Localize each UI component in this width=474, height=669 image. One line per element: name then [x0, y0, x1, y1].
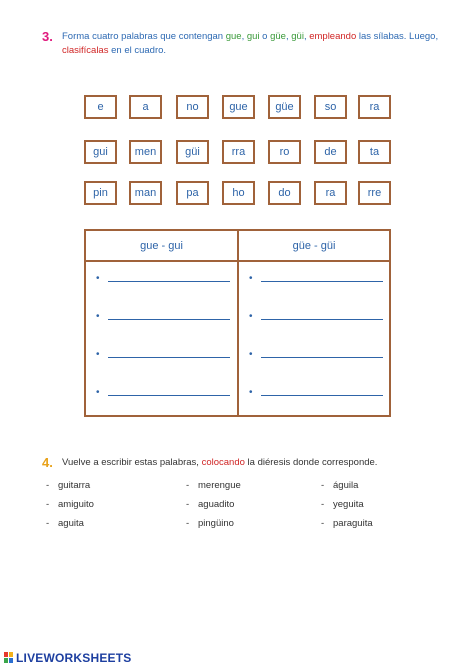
answer-line[interactable] [108, 395, 230, 396]
word-dash: - [321, 480, 325, 491]
word-dash: - [186, 480, 190, 491]
word-dash: - [186, 499, 190, 510]
exercise-3-instruction [62, 30, 452, 58]
syllable-tile: pin [84, 181, 117, 205]
answer-bullet: • [249, 273, 253, 284]
word-dash: - [46, 518, 50, 529]
answer-bullet: • [96, 387, 100, 398]
word-item: águila [333, 480, 359, 491]
syllable-tile: do [268, 181, 301, 205]
table-header-guee-guei: güe - güi [292, 240, 336, 252]
instruction-text-segment: , [241, 31, 247, 42]
liveworksheets-logo-icon [4, 652, 14, 664]
word-item: merengue [198, 480, 241, 491]
exercise-4-instruction [62, 456, 442, 470]
word-dash: - [321, 518, 325, 529]
answer-bullet: • [96, 311, 100, 322]
syllable-tile: güe [268, 95, 301, 119]
answer-line[interactable] [108, 281, 230, 282]
liveworksheets-logo-text: LIVEWORKSHEETS [16, 651, 132, 665]
syllable-tile: e [84, 95, 117, 119]
instruction-text-segment: clasifícalas [62, 45, 109, 56]
syllable-tile: gue [222, 95, 255, 119]
instruction-text-segment: güi [291, 31, 304, 42]
word-item: guitarra [58, 480, 91, 491]
instruction-text-segment: gue [225, 31, 242, 42]
word-item: aguita [58, 518, 84, 529]
answer-bullet: • [96, 273, 100, 284]
word-item: paraguita [333, 518, 373, 529]
syllable-tile: men [129, 140, 162, 164]
syllable-tile: a [129, 95, 162, 119]
exercise-3-instruction-line-2 [62, 44, 452, 58]
table-column-divider [237, 231, 239, 415]
word-item: pingüino [198, 518, 234, 529]
syllable-tile: ho [222, 181, 255, 205]
word-item: yeguita [333, 499, 364, 510]
answer-bullet: • [249, 311, 253, 322]
answer-line[interactable] [261, 281, 383, 282]
instruction-text-segment: Vuelve a escribir estas palabras, [62, 457, 202, 468]
syllable-tile: no [176, 95, 209, 119]
logo-square [4, 658, 8, 663]
word-dash: - [186, 518, 190, 529]
instruction-text-segment: , [303, 31, 310, 42]
instruction-text-segment: colocando [201, 457, 245, 468]
syllable-tile: ra [314, 181, 347, 205]
syllable-tile: so [314, 95, 347, 119]
answer-line[interactable] [261, 395, 383, 396]
syllable-tile: ro [268, 140, 301, 164]
syllable-tile: güi [176, 140, 209, 164]
instruction-text-segment: la diéresis donde corresponde. [244, 457, 378, 468]
instruction-text-segment: en el cuadro. [108, 45, 167, 56]
instruction-text-segment: Forma cuatro palabras que contengan [62, 31, 226, 42]
answer-bullet: • [249, 349, 253, 360]
answer-line[interactable] [108, 357, 230, 358]
instruction-text-segment: gui [246, 31, 260, 42]
word-item: aguadito [198, 499, 235, 510]
answer-line[interactable] [108, 319, 230, 320]
exercise-4-number: 4. [42, 455, 53, 470]
syllable-tile: rre [358, 181, 391, 205]
syllable-tile: man [129, 181, 162, 205]
logo-square [9, 658, 13, 663]
syllable-tile: ta [358, 140, 391, 164]
instruction-text-segment: güe [270, 31, 286, 42]
syllable-tile: pa [176, 181, 209, 205]
logo-square [4, 652, 8, 657]
answer-line[interactable] [261, 357, 383, 358]
word-item: amiguito [58, 499, 94, 510]
syllable-tile: ra [358, 95, 391, 119]
table-header-gue-gui: gue - gui [140, 240, 183, 252]
instruction-text-segment: empleando [309, 31, 357, 42]
exercise-3-instruction-line-1 [62, 30, 452, 44]
syllable-tile: gui [84, 140, 117, 164]
answer-bullet: • [96, 349, 100, 360]
word-dash: - [46, 499, 50, 510]
instruction-text-segment: o [259, 31, 271, 42]
syllable-tile: de [314, 140, 347, 164]
answer-line[interactable] [261, 319, 383, 320]
answer-bullet: • [249, 387, 253, 398]
classification-table [84, 229, 391, 417]
instruction-text-segment: , [285, 31, 292, 42]
word-dash: - [46, 480, 50, 491]
syllable-tile: rra [222, 140, 255, 164]
instruction-text-segment: las sílabas. Luego, [356, 31, 439, 42]
logo-square [9, 652, 13, 657]
liveworksheets-logo[interactable] [4, 651, 131, 665]
exercise-3-number: 3. [42, 29, 53, 44]
word-dash: - [321, 499, 325, 510]
